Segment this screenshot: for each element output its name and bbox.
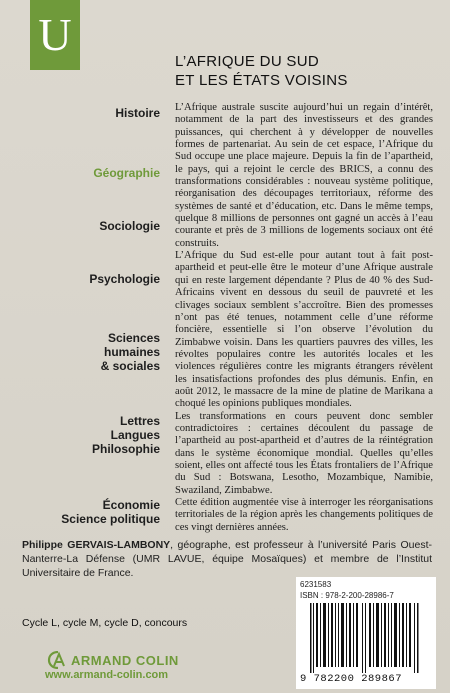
barcode-block [296, 577, 436, 689]
summary-paragraph-2: L’Afrique du Sud est-elle pour autant tout à fait post-apartheid et peut-elle être le moteur d’une Afrique australe qui en reste largement dépendante ? Plus de 40 % des Sud-Africains vivent en dessous du seuil de pauvreté et les clivages sociaux semblent s’accroître. Bien des promesses n’ont pas été tenues, notamment celle d’une réforme foncière, essentielle si l’on observe l’évolution du Zimbabwe voisin. Dans les quartiers pauvres des villes, les révoltes populaires contre les autorités locales et les violences régulières contre les migrants étrangers révèlent les insatisfactions profondes des plus démunis. Enfin, en août 2012, le massacre de la mine de platine de Marikana a choqué les opinions publiques mondiales. [175, 250, 433, 410]
subject-geographie: Géographie [93, 166, 160, 180]
isbn: ISBN : 978-2-200-28986-7 [300, 591, 394, 600]
publisher-url[interactable]: www.armand-colin.com [45, 669, 169, 681]
series-logo [30, 0, 80, 70]
subject-economie-line-1: Économie [102, 498, 160, 512]
author-name: Philippe GERVAIS-LAMBONY [22, 539, 171, 551]
summary-paragraph-4: Cette édition augmentée vise à interroger les réorganisations territoriales de la région après les changements politiques de ces vingt dernières années. [175, 497, 433, 533]
subject-lettres-line-3: Philosophie [91, 442, 160, 456]
book-title-line-2: ET LES ÉTATS VOISINS [175, 72, 348, 89]
author-bio [22, 538, 432, 580]
subject-sciences-line-2: humaines [103, 345, 160, 359]
product-code: 6231583 [300, 580, 332, 589]
subject-sciences-line-3: & sociales [100, 359, 160, 373]
subject-lettres [92, 414, 160, 456]
subject-sociologie: Sociologie [99, 219, 160, 233]
summary-text [175, 102, 433, 534]
summary-paragraph-1: L’Afrique australe suscite aujourd’hui un regain d’intérêt, notamment de la part des investisseurs et des grandes puissances, qui cherchent à y développer de nouvelles formes de partenariat. Au sein de cet espace, l’Afrique du Sud occupe une place majeure. Depuis la fin de l’apartheid, le pays, qui a rejoint le cercle des BRICS, a connu des transformations considérables : nouveau système politique, réorganisation des découpages territoriaux, réforme des systèmes de santé et d’éducation, etc. Dans le même temps, quelque 8 millions de personnes ont gagné un accès à l’eau courante et près de 3 millions de logements sociaux ont été construits. [175, 102, 433, 249]
subject-economie-line-2: Science politique [61, 512, 160, 526]
publisher-name: ARMAND COLIN [71, 653, 179, 668]
subject-lettres-line-1: Lettres [119, 414, 160, 428]
summary-paragraph-3: Les transformations en cours peuvent donc sembler contradictoires : certaines découlent du passage de l’apartheid au post-apartheid et d’autres de la réintégration dans le système économique mondial. Quelles qu’elles soient, elles ont affecté tous les États frontaliers de l’Afrique du Sud : Botswana, Lesotho, Mozambique, Namibie, Swaziland, Zimbabwe. [175, 410, 433, 496]
book-title [175, 52, 435, 90]
subject-histoire: Histoire [115, 106, 160, 120]
subject-economie [61, 498, 160, 526]
subject-sciences-line-1: Sciences [107, 331, 160, 345]
subject-psychologie: Psychologie [89, 272, 160, 286]
armand-colin-logo-icon [47, 651, 69, 669]
barcode-image [310, 603, 422, 673]
cycles-line: Cycle L, cycle M, cycle D, concours [22, 617, 188, 629]
barcode-digits: 9 782200 289867 [300, 673, 403, 685]
subject-lettres-line-2: Langues [110, 428, 160, 442]
author-description: , géographe, est professeur à l’université Paris Ouest-Nanterre-La Défense (UMR LAVUE, équipe Mosaïques) et membre de l’Institut Universitaire de France. [22, 539, 432, 579]
series-logo-letter: U [38, 9, 72, 60]
subject-sciences-humaines [101, 331, 160, 373]
book-title-line-1: L’AFRIQUE DU SUD [175, 53, 319, 70]
